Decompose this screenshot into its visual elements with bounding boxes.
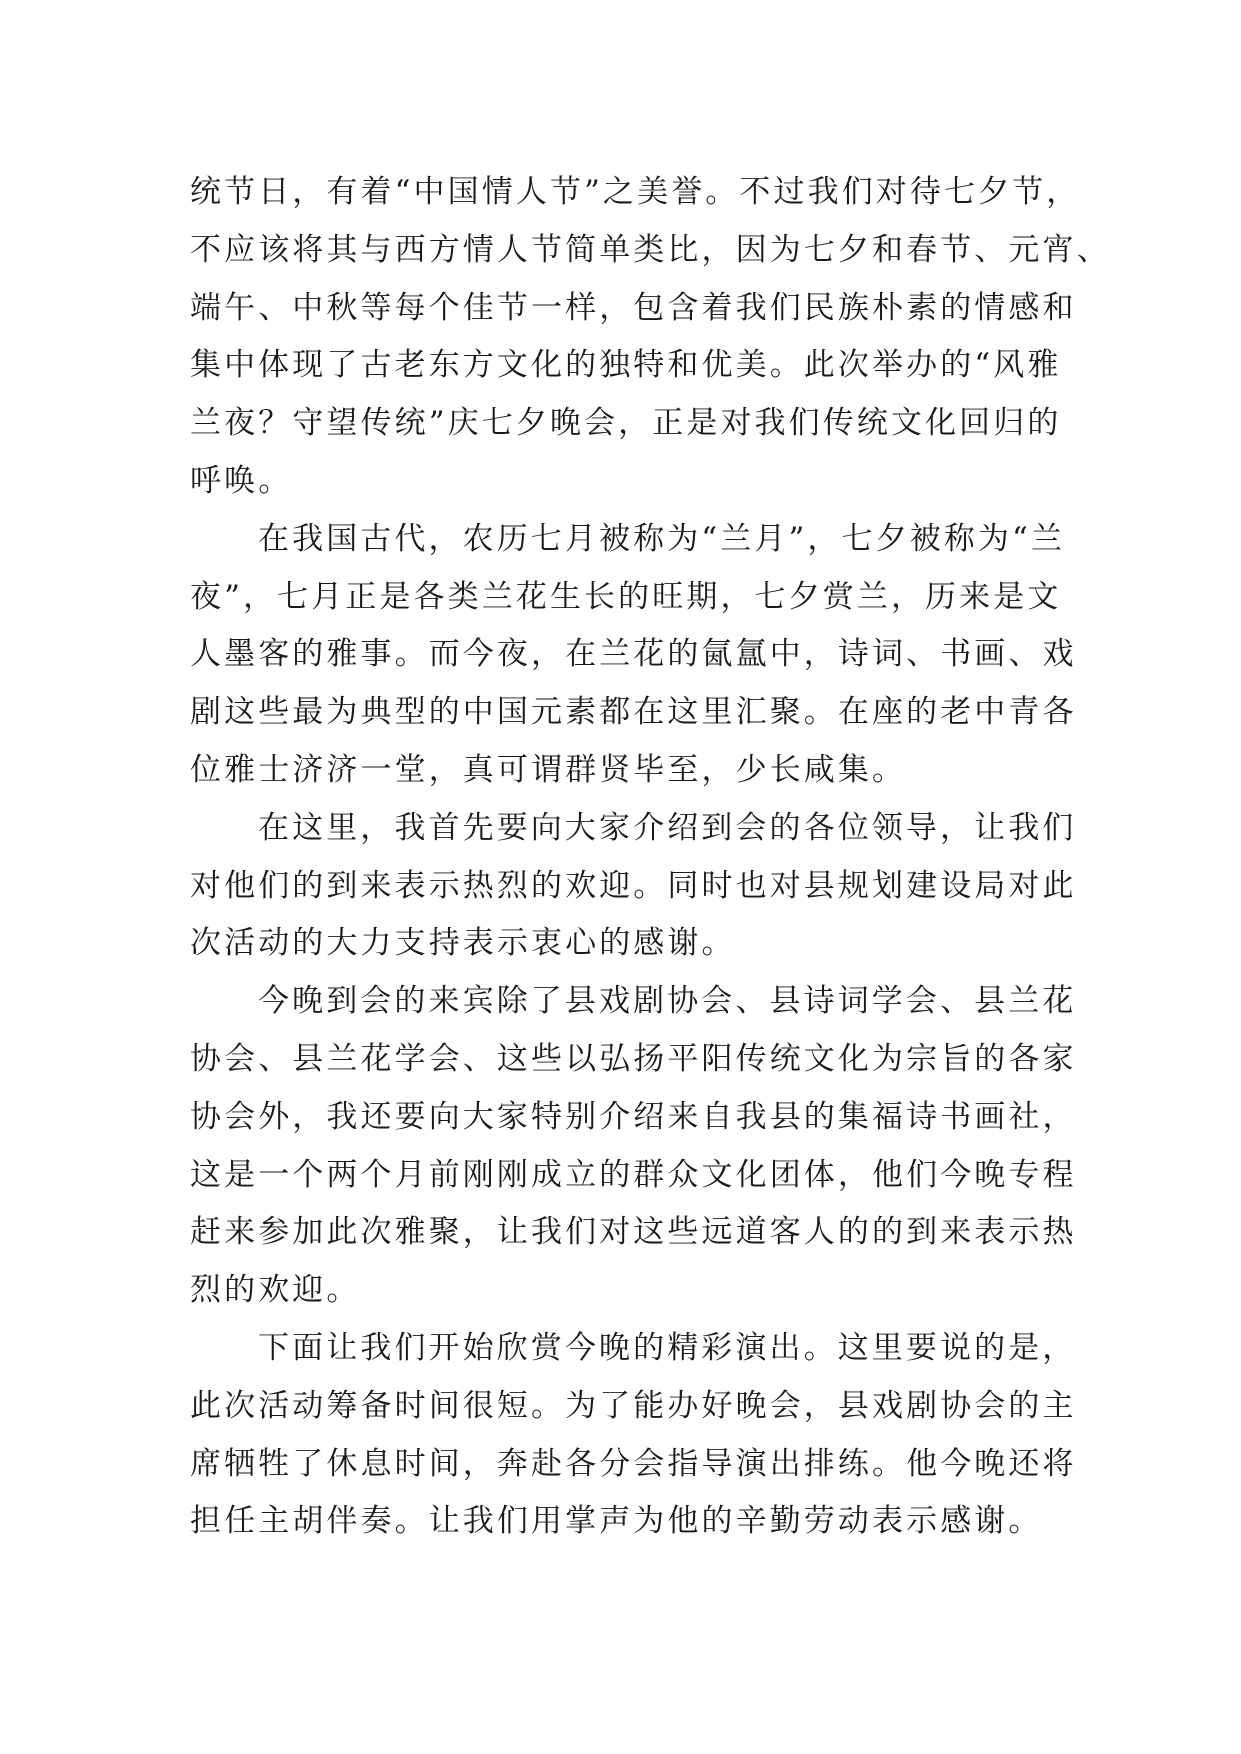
paragraph-1 xyxy=(190,164,1111,511)
text-line: 剧这些最为典型的中国元素都在这里汇聚。在座的老中青各 xyxy=(190,694,1077,731)
text-line: 下面让我们开始欣赏今晚的精彩演出。这里要说的是， xyxy=(258,1329,1077,1366)
text-line: 呼唤。 xyxy=(190,462,293,499)
text-line: 人墨客的雅事。而今夜，在兰花的氤氲中，诗词、书画、戏 xyxy=(190,636,1077,673)
text-line: 统节日，有着“中国情人节”之美誉。不过我们对待七夕节， xyxy=(190,174,1081,210)
text-line: 夜”，七月正是各类兰花生长的旺期，七夕赏兰，历来是文 xyxy=(190,578,1062,615)
text-line: 在我国古代，农历七月被称为“兰月”，七夕被称为“兰 xyxy=(258,520,1066,557)
text-line: 烈的欢迎。 xyxy=(190,1272,361,1309)
text-line: 不应该将其与西方情人节简单类比，因为七夕和春节、元宵、 xyxy=(190,231,1111,268)
text-line: 对他们的到来表示热烈的欢迎。同时也对县规划建设局对此 xyxy=(190,867,1077,904)
text-line: 协会外，我还要向大家特别介绍来自我县的集福诗书画社， xyxy=(190,1098,1077,1135)
paragraph-4 xyxy=(190,973,1077,1320)
text-line: 位雅士济济一堂，真可谓群贤毕至，少长咸集。 xyxy=(190,751,907,788)
text-line: 兰夜？守望传统”庆七夕晚会，正是对我们传统文化回归的 xyxy=(190,405,1062,442)
text-line: 今晚到会的来宾除了县戏剧协会、县诗词学会、县兰花 xyxy=(258,983,1077,1020)
paragraph-3 xyxy=(190,800,1077,973)
document-body xyxy=(190,164,1111,1551)
text-line: 次活动的大力支持表示衷心的感谢。 xyxy=(190,925,736,962)
text-line: 担任主胡伴奏。让我们用掌声为他的辛勤劳动表示感谢。 xyxy=(190,1503,1043,1540)
text-line: 端午、中秋等每个佳节一样，包含着我们民族朴素的情感和 xyxy=(190,289,1077,326)
text-line: 赶来参加此次雅聚，让我们对这些远道客人的的到来表示热 xyxy=(190,1214,1077,1251)
paragraph-5 xyxy=(190,1320,1077,1551)
paragraph-2 xyxy=(190,511,1077,800)
text-line: 这是一个两个月前刚刚成立的群众文化团体，他们今晚专程 xyxy=(190,1156,1077,1193)
text-line: 在这里，我首先要向大家介绍到会的各位领导，让我们 xyxy=(258,809,1077,846)
text-line: 此次活动筹备时间很短。为了能办好晚会，县戏剧协会的主 xyxy=(190,1387,1077,1424)
text-line: 集中体现了古老东方文化的独特和优美。此次举办的“风雅 xyxy=(190,347,1062,384)
text-line: 协会、县兰花学会、这些以弘扬平阳传统文化为宗旨的各家 xyxy=(190,1040,1077,1077)
text-line: 席牺牲了休息时间，奔赴各分会指导演出排练。他今晚还将 xyxy=(190,1445,1077,1482)
